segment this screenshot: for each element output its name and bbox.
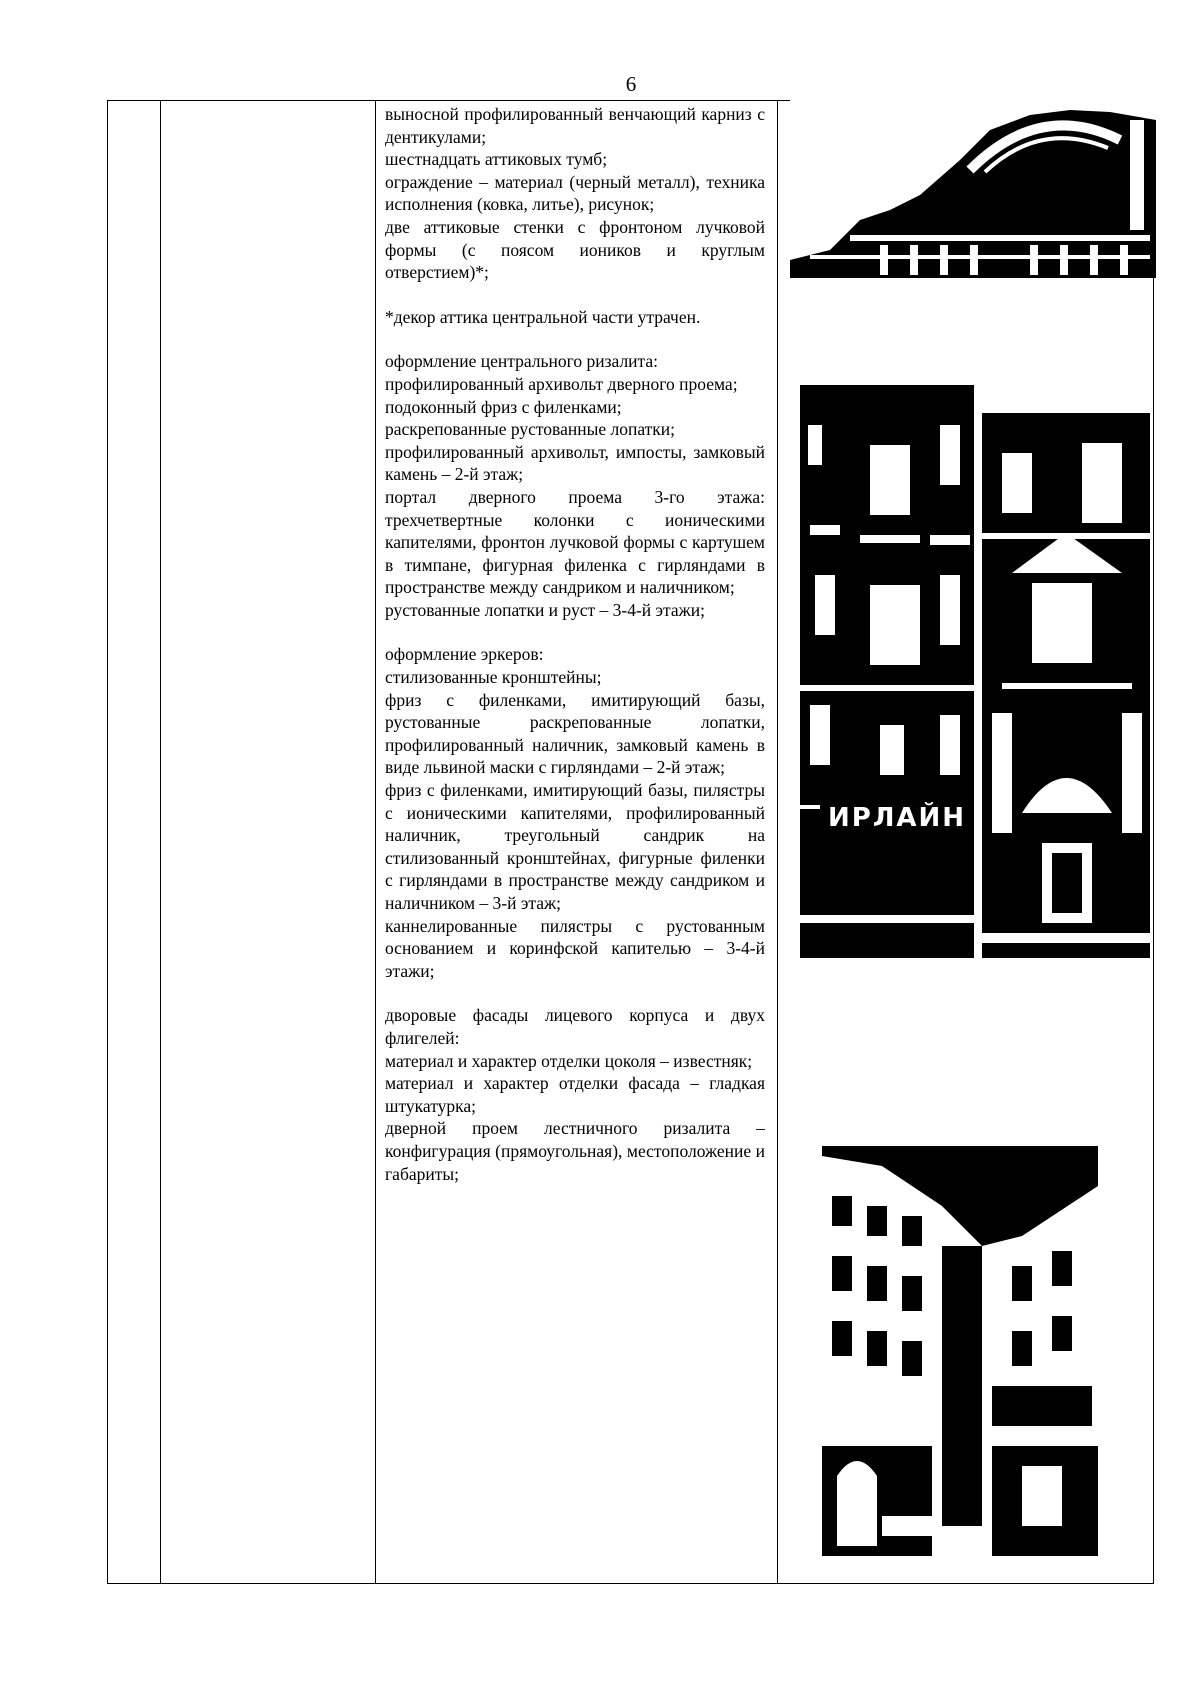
photo-sign: ИРЛАЙН [828,803,967,833]
description-line: шестнадцать аттиковых тумб; [385,149,608,170]
description-line: подоконный фриз с филенками; [385,396,622,417]
description-line: каннелированные пилястры с рустованным основанием и коринфской капителью – 3-4-й этажи; [385,915,765,981]
description-line: материал и характер отделки фасада – гладкая штукатурка; [385,1073,765,1116]
description-line: рустованные лопатки и руст – 3-4-й этажи; [385,599,705,620]
paragraph-gap [385,982,765,1004]
description-line: ограждение – материал (черный металл), техника исполнения (ковка, литье), рисунок; [385,171,765,215]
description-line: фриз с филенками, имитирующий базы, пилястры с ионическими капителями, профилированный наличник, треугольный сандрик на стилизованный кронштейнах, фигурные филенки с гирляндами в пространстве между сандриком и наличником – 3-й этаж; [385,780,765,913]
description-line: профилированный архивольт дверного проема; [385,373,738,394]
description-line: фриз с филенками, имитирующий базы, рустованные раскрепованные лопатки, профилированный наличник, замковый камень в виде львиной маски с гирляндами – 2-й этаж; [385,689,765,778]
photo-cornice [790,100,1156,278]
paragraph-gap [385,621,765,643]
description-line: дворовые фасады лицевого корпуса и двух флигелей: [385,1005,765,1048]
description-line: выносной профилированный венчающий карниз с дентикулами; [385,104,765,147]
paragraph-gap [385,284,765,306]
description-line: оформление центрального ризалита: [385,351,659,372]
page-number: 6 [625,72,637,96]
column-divider [375,101,376,1583]
description-line: портал дверного проема 3-го этажа: трехчетвертные колонки с ионическими капителями, фронтон лучковой формы с картушем в тимпане, фигурная филенка с гирляндами в пространстве между сандриком и наличником; [385,486,765,598]
column-divider [160,101,161,1583]
description-line: две аттиковые стенки с фронтоном лучковой формы (с поясом иоников и круглым отверстием)*; [385,216,765,283]
description-text [385,103,765,1185]
photo-facade-sign [800,385,974,958]
description-line: стилизованные кронштейны; [385,667,602,688]
description-line: *декор аттика центральной части утрачен. [385,306,701,327]
paragraph-gap [385,328,765,350]
photo-erker [982,413,1150,958]
description-line: материал и характер отделки цоколя – известняк; [385,1050,753,1071]
description-line: раскрепованные рустованные лопатки; [385,419,676,440]
description-line: оформление эркеров: [385,644,544,665]
column-divider [777,101,778,1583]
photo-courtyard [822,1146,1098,1556]
description-line: дверной проем лестничного ризалита – конфигурация (прямоугольная), местоположение и габариты; [385,1118,765,1184]
description-line: профилированный архивольт, импосты, замковый камень – 2-й этаж; [385,441,765,485]
